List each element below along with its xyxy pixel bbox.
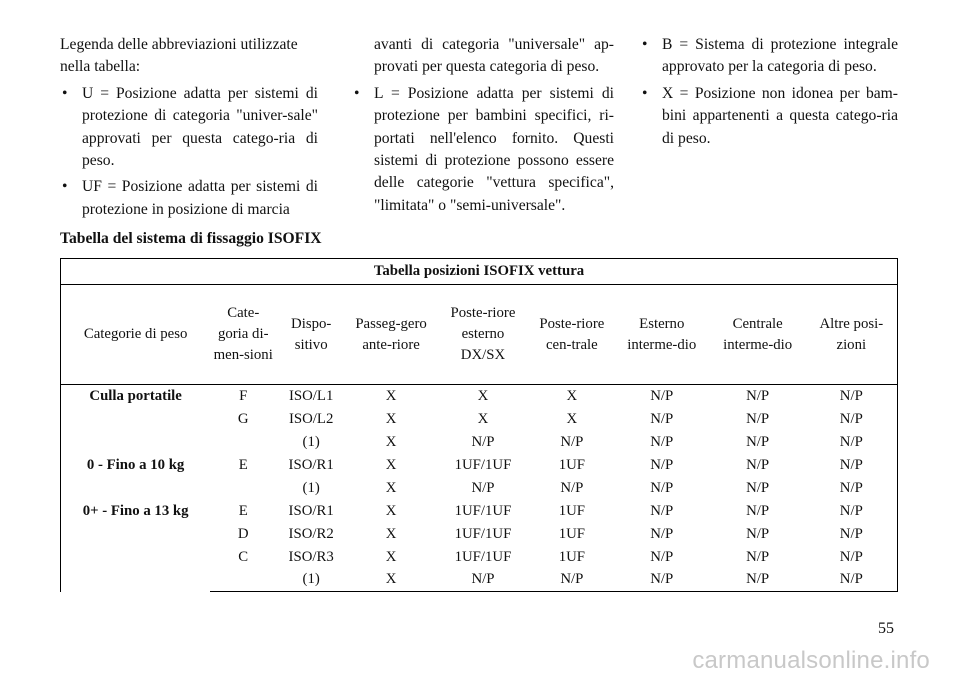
page-number: 55	[878, 620, 894, 637]
table-cell: N/P	[436, 569, 530, 592]
table-cell: 1UF	[558, 457, 586, 473]
table-cell: (1)	[302, 433, 320, 450]
table-cell: N/P	[806, 569, 898, 592]
table-cell: N/P	[839, 457, 863, 473]
table-cell: N/P	[710, 569, 806, 592]
table-cell: 1UF	[558, 503, 586, 519]
header-device: Dispo-sitivo	[276, 285, 346, 385]
table-cell: (1)	[276, 569, 346, 592]
legend-column-1	[60, 34, 318, 225]
table-cell: N/P	[650, 548, 674, 565]
legend-list-3	[640, 34, 898, 150]
table-cell: X	[385, 548, 397, 565]
table-cell: N/P	[650, 433, 674, 450]
table-cell: N/P	[650, 457, 674, 473]
legend-column-2	[352, 34, 614, 221]
table-cell: D	[237, 525, 249, 542]
table-cell: ISO/R1	[288, 457, 334, 473]
table-cell: N/P	[839, 388, 863, 405]
header-intermediate-outer: Esterno interme-dio	[614, 285, 710, 385]
weight-category-cell: Culla portatile	[89, 388, 182, 404]
table-cell: N/P	[560, 479, 584, 496]
table-cell: N/P	[746, 525, 770, 542]
table-cell: X	[566, 388, 578, 405]
table-cell: X	[566, 410, 578, 427]
table-cell: 1UF	[558, 525, 586, 542]
table-row	[61, 454, 898, 477]
table-cell: E	[238, 503, 248, 519]
table-cell: F	[239, 388, 248, 405]
table-cell: N/P	[650, 388, 674, 405]
legend-item-uf-continuation: avanti di categoria "universale" ap-provati per questa categoria di peso.	[374, 36, 614, 76]
legend-column-3	[640, 34, 898, 154]
table-cell: 1UF/1UF	[454, 548, 512, 565]
table-cell	[210, 569, 276, 592]
table-cell: N/P	[471, 479, 495, 496]
legend-list-1	[60, 83, 318, 221]
table-cell: C	[238, 548, 249, 565]
table-cell	[210, 431, 276, 454]
table-cell: N/P	[839, 479, 863, 496]
table-cell: N/P	[650, 503, 674, 519]
table-cell: N/P	[746, 433, 770, 450]
header-other-positions: Altre posi-zioni	[806, 285, 898, 385]
table-cell: N/P	[650, 525, 674, 542]
bullet-icon: •	[62, 178, 68, 196]
table-cell: X	[346, 569, 436, 592]
table-cell: N/P	[746, 548, 770, 565]
table-cell: X	[385, 479, 397, 496]
table-cell: 1UF	[558, 548, 586, 565]
table-cell: N/P	[839, 433, 863, 450]
table-cell: N/P	[650, 410, 674, 427]
legend-item-l: • L = Posizione adatta per sistemi di protezione per bambini specifici, ri-portati nell'elenco fornito. Questi sistemi di protezione possono essere delle categorie "vettura specifica", "limitata" o "semi-universale".	[354, 84, 614, 214]
table-cell: X	[385, 525, 397, 542]
table-cell: N/P	[650, 479, 674, 496]
table-cell: N/P	[746, 410, 770, 427]
table-cell: X	[385, 503, 397, 519]
table-row	[61, 500, 898, 523]
table-cell: X	[477, 410, 489, 427]
watermark: carmanualsonline.info	[692, 647, 930, 674]
table-cell: ISO/R2	[288, 525, 334, 542]
table-cell: X	[385, 433, 397, 450]
header-rear-center: Poste-riore cen-trale	[530, 285, 614, 385]
header-front-passenger: Passeg-gero ante-riore	[346, 285, 436, 385]
table-cell: 1UF/1UF	[454, 525, 512, 542]
table-cell: X	[477, 388, 489, 405]
header-rear-outer: Poste-riore esterno DX/SX	[436, 285, 530, 385]
table-cell: X	[385, 457, 397, 473]
table-cell: (1)	[302, 479, 320, 496]
table-cell: X	[385, 410, 397, 427]
table-cell: 1UF/1UF	[454, 503, 512, 519]
table-cell: N/P	[530, 569, 614, 592]
table-cell: N/P	[614, 569, 710, 592]
legend-item-x: • X = Posizione non idonea per bam-bini appartenenti a questa catego-ria di peso.	[642, 84, 898, 147]
section-title: Tabella del sistema di fissaggio ISOFIX	[60, 230, 322, 247]
table-cell: X	[385, 388, 397, 405]
bullet-icon: •	[642, 84, 648, 102]
table-cell: N/P	[839, 410, 863, 427]
table-cell: G	[237, 410, 249, 427]
table-header-row	[61, 285, 898, 385]
table-title: Tabella posizioni ISOFIX vettura	[61, 259, 898, 285]
legend-item-u: • U = Posizione adatta per sistemi di protezione di categoria "univer-sale" approvati per questa catego-ria di peso.	[62, 84, 318, 170]
table-cell: N/P	[746, 479, 770, 496]
table-cell: ISO/R1	[288, 503, 334, 519]
table-cell: ISO/L2	[288, 410, 334, 427]
legend-list-2	[352, 83, 614, 217]
isofix-table	[60, 258, 898, 592]
table-row	[61, 385, 898, 408]
table-cell: N/P	[839, 525, 863, 542]
table-cell: N/P	[746, 457, 770, 473]
table-body	[61, 385, 898, 592]
bullet-icon: •	[62, 84, 68, 102]
bullet-icon: •	[642, 36, 648, 53]
table-cell: 1UF/1UF	[454, 457, 512, 473]
table-cell: N/P	[839, 548, 863, 565]
weight-category-cell: 0 - Fino a 10 kg	[86, 456, 185, 473]
table-cell: ISO/L1	[288, 388, 334, 405]
legend-item-uf: • UF = Posizione adatta per sistemi di protezione in posizione di marcia	[62, 178, 318, 218]
table-cell: N/P	[746, 388, 770, 405]
table-cell: ISO/R3	[288, 548, 334, 565]
header-size-category: Cate-goria di-men-sioni	[210, 285, 276, 385]
table-cell: E	[238, 457, 248, 473]
table-cell: N/P	[839, 503, 863, 519]
legend-intro: Legenda delle abbreviazioni utilizzate nella tabella:	[60, 36, 298, 76]
header-weight-category: Categorie di peso	[61, 285, 211, 385]
table-cell: N/P	[471, 433, 495, 450]
legend-item-b: • B = Sistema di protezione integrale approvato per la categoria di peso.	[642, 36, 898, 76]
weight-category-cell: 0+ - Fino a 13 kg	[82, 502, 189, 519]
header-intermediate-center: Centrale interme-dio	[710, 285, 806, 385]
table-cell	[210, 477, 276, 500]
table-cell: N/P	[560, 433, 584, 450]
bullet-icon: •	[354, 84, 360, 102]
table-cell: N/P	[746, 503, 770, 519]
